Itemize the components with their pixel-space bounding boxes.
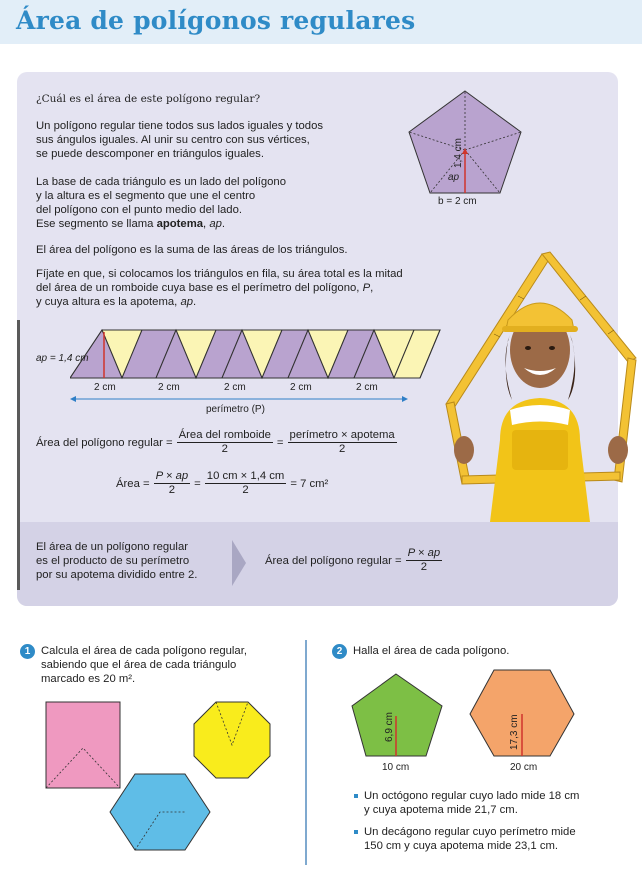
bullet-1-text1: Un octógono regular cuyo lado mide 18 cm [364,790,580,802]
strip-side-2: 2 cm [158,382,180,393]
para2-line4 [36,218,225,232]
bullet-2-marker [354,830,358,834]
pentagon-figure [405,88,525,198]
woman-illustration [440,250,640,522]
title-bar [0,0,642,44]
eq2-frac1-num: P × ap [155,470,189,482]
summary-formula-lhs: Área del polígono regular = [265,554,402,567]
para1-line2: sus ángulos iguales. Al unir su centro con sus vértices, [36,134,310,146]
eq2-eq: = [194,477,201,490]
summary-formula [265,547,442,574]
summary-frac [406,547,443,574]
question: ¿Cuál es el área de este polígono regular? [36,93,261,105]
eq2-frac2-num: 10 cm × 1,4 cm [206,470,285,482]
exercise2-number: 2 [332,644,347,659]
para4-l2-suffix: , [370,282,374,294]
summary-frac-den: 2 [420,561,428,573]
para4-l3-prefix: y cuya altura es la apotema, [36,296,181,308]
orange-hexagon [470,670,574,756]
para4-line2 [36,282,373,296]
pentagon-height: 6,9 cm [384,711,395,742]
strip-ap-label: ap = 1,4 cm [36,353,89,364]
para2-line1: La base de cada triángulo es un lado del polígono [36,176,286,188]
eq2-result: = 7 cm² [290,477,329,490]
triangle-strip [70,328,450,408]
eq1-eq: = [276,436,284,449]
strip-side-5: 2 cm [356,382,378,393]
eq1-frac2-num: perímetro × apotema [289,429,395,441]
ap-term: ap [209,218,222,230]
pentagon-height-label: 1,4 cm [453,137,464,168]
eq1-frac2-den: 2 [338,443,346,455]
strip-side-4: 2 cm [290,382,312,393]
pink-square [46,702,120,788]
apotema-term: apotema [156,218,204,230]
para4-line3 [36,296,196,310]
summary-line3: por su apotema dividido entre 2. [36,569,198,581]
exercise2-header [332,644,347,659]
bullet-1-marker [354,794,358,798]
eq2-frac1-den: 2 [168,484,176,496]
green-pentagon [352,674,442,756]
left-hand [454,436,474,464]
bullet-2-text1: Un decágono regular cuyo perímetro mide [364,826,576,838]
left-eye [525,346,531,350]
pentagon-side: 10 cm [382,762,410,773]
summary-frac-num: P × ap [407,547,441,559]
eq2-lhs: Área = [116,477,150,490]
ap-term-2: ap [180,296,194,308]
pentagon-base-label: b = 2 cm [438,196,477,207]
para2-prefix: Ese segmento se llama [36,218,157,230]
eq2-frac1 [154,470,191,497]
eq1-frac1 [177,429,273,456]
hexagon-height: 17,3 cm [509,714,520,750]
eq1-lhs: Área del polígono regular = [36,436,173,449]
exercise1-line3: marcado es 20 m². [41,673,136,685]
para3: El área del polígono es la suma de las áreas de los triángulos. [36,244,348,256]
para2-line3: del polígono con el punto medio del lado. [36,204,243,216]
equation-2 [116,470,328,497]
eq2-frac2-den: 2 [242,484,249,496]
para2-end: . [221,218,226,230]
para2-suffix: , [203,218,210,230]
eq1-frac1-num: Área del romboide [178,429,271,441]
right-hand [608,436,628,464]
overalls-bib [512,430,568,470]
para4-l2-prefix: del área de un romboide cuya base es el perímetro del polígono, [36,282,363,294]
eq1-frac2 [288,429,397,456]
hexagon-side: 20 cm [510,762,538,773]
exercise1-line2: sabiendo que el área de cada triángulo [41,659,237,671]
bullet-1-line1 [354,790,579,804]
summary-line2: es el producto de su perímetro [36,555,190,567]
bullet-1-line2: y cuya apotema mide 21,7 cm. [364,804,518,816]
exercise1-line1: Calcula el área de cada polígono regular, [41,645,247,657]
para2-line2: y la altura es el segmento que une el centro [36,190,256,202]
equation-1 [36,429,397,456]
para4-l3-suffix: . [193,296,197,308]
exercise1-figures [40,700,300,860]
right-eye [549,346,555,350]
yellow-octagon [194,702,270,778]
strip-side-1: 2 cm [94,382,116,393]
summary-chevron-icon [232,540,246,586]
page-title: Área de polígonos regulares [16,6,416,35]
blue-hexagon [110,774,210,850]
pentagon-ap-label: ap [448,172,460,183]
hat-brim [502,326,578,332]
bullet-2-line2: 150 cm y cuya apotema mide 23,1 cm. [364,840,559,852]
exercise2-text: Halla el área de cada polígono. [353,645,510,657]
P-term: P [362,282,371,294]
strip-side-3: 2 cm [224,382,246,393]
summary-line1: El área de un polígono regular [36,541,188,553]
exercise1-header [20,644,35,659]
exercise1-number: 1 [20,644,35,659]
bullet-2-line1 [354,826,576,840]
para4-line1: Fíjate en que, si colocamos los triángulos en fila, su área total es la mitad [36,268,403,280]
eq1-frac1-den: 2 [221,443,228,455]
perimeter-label: perímetro (P) [206,404,265,415]
para1-line3: se puede descomponer en triángulos iguales. [36,148,264,160]
eq2-frac2 [205,470,287,497]
column-divider [305,640,307,865]
side-mark [17,320,20,590]
para1-line1: Un polígono regular tiene todos sus lados iguales y todos [36,120,324,132]
